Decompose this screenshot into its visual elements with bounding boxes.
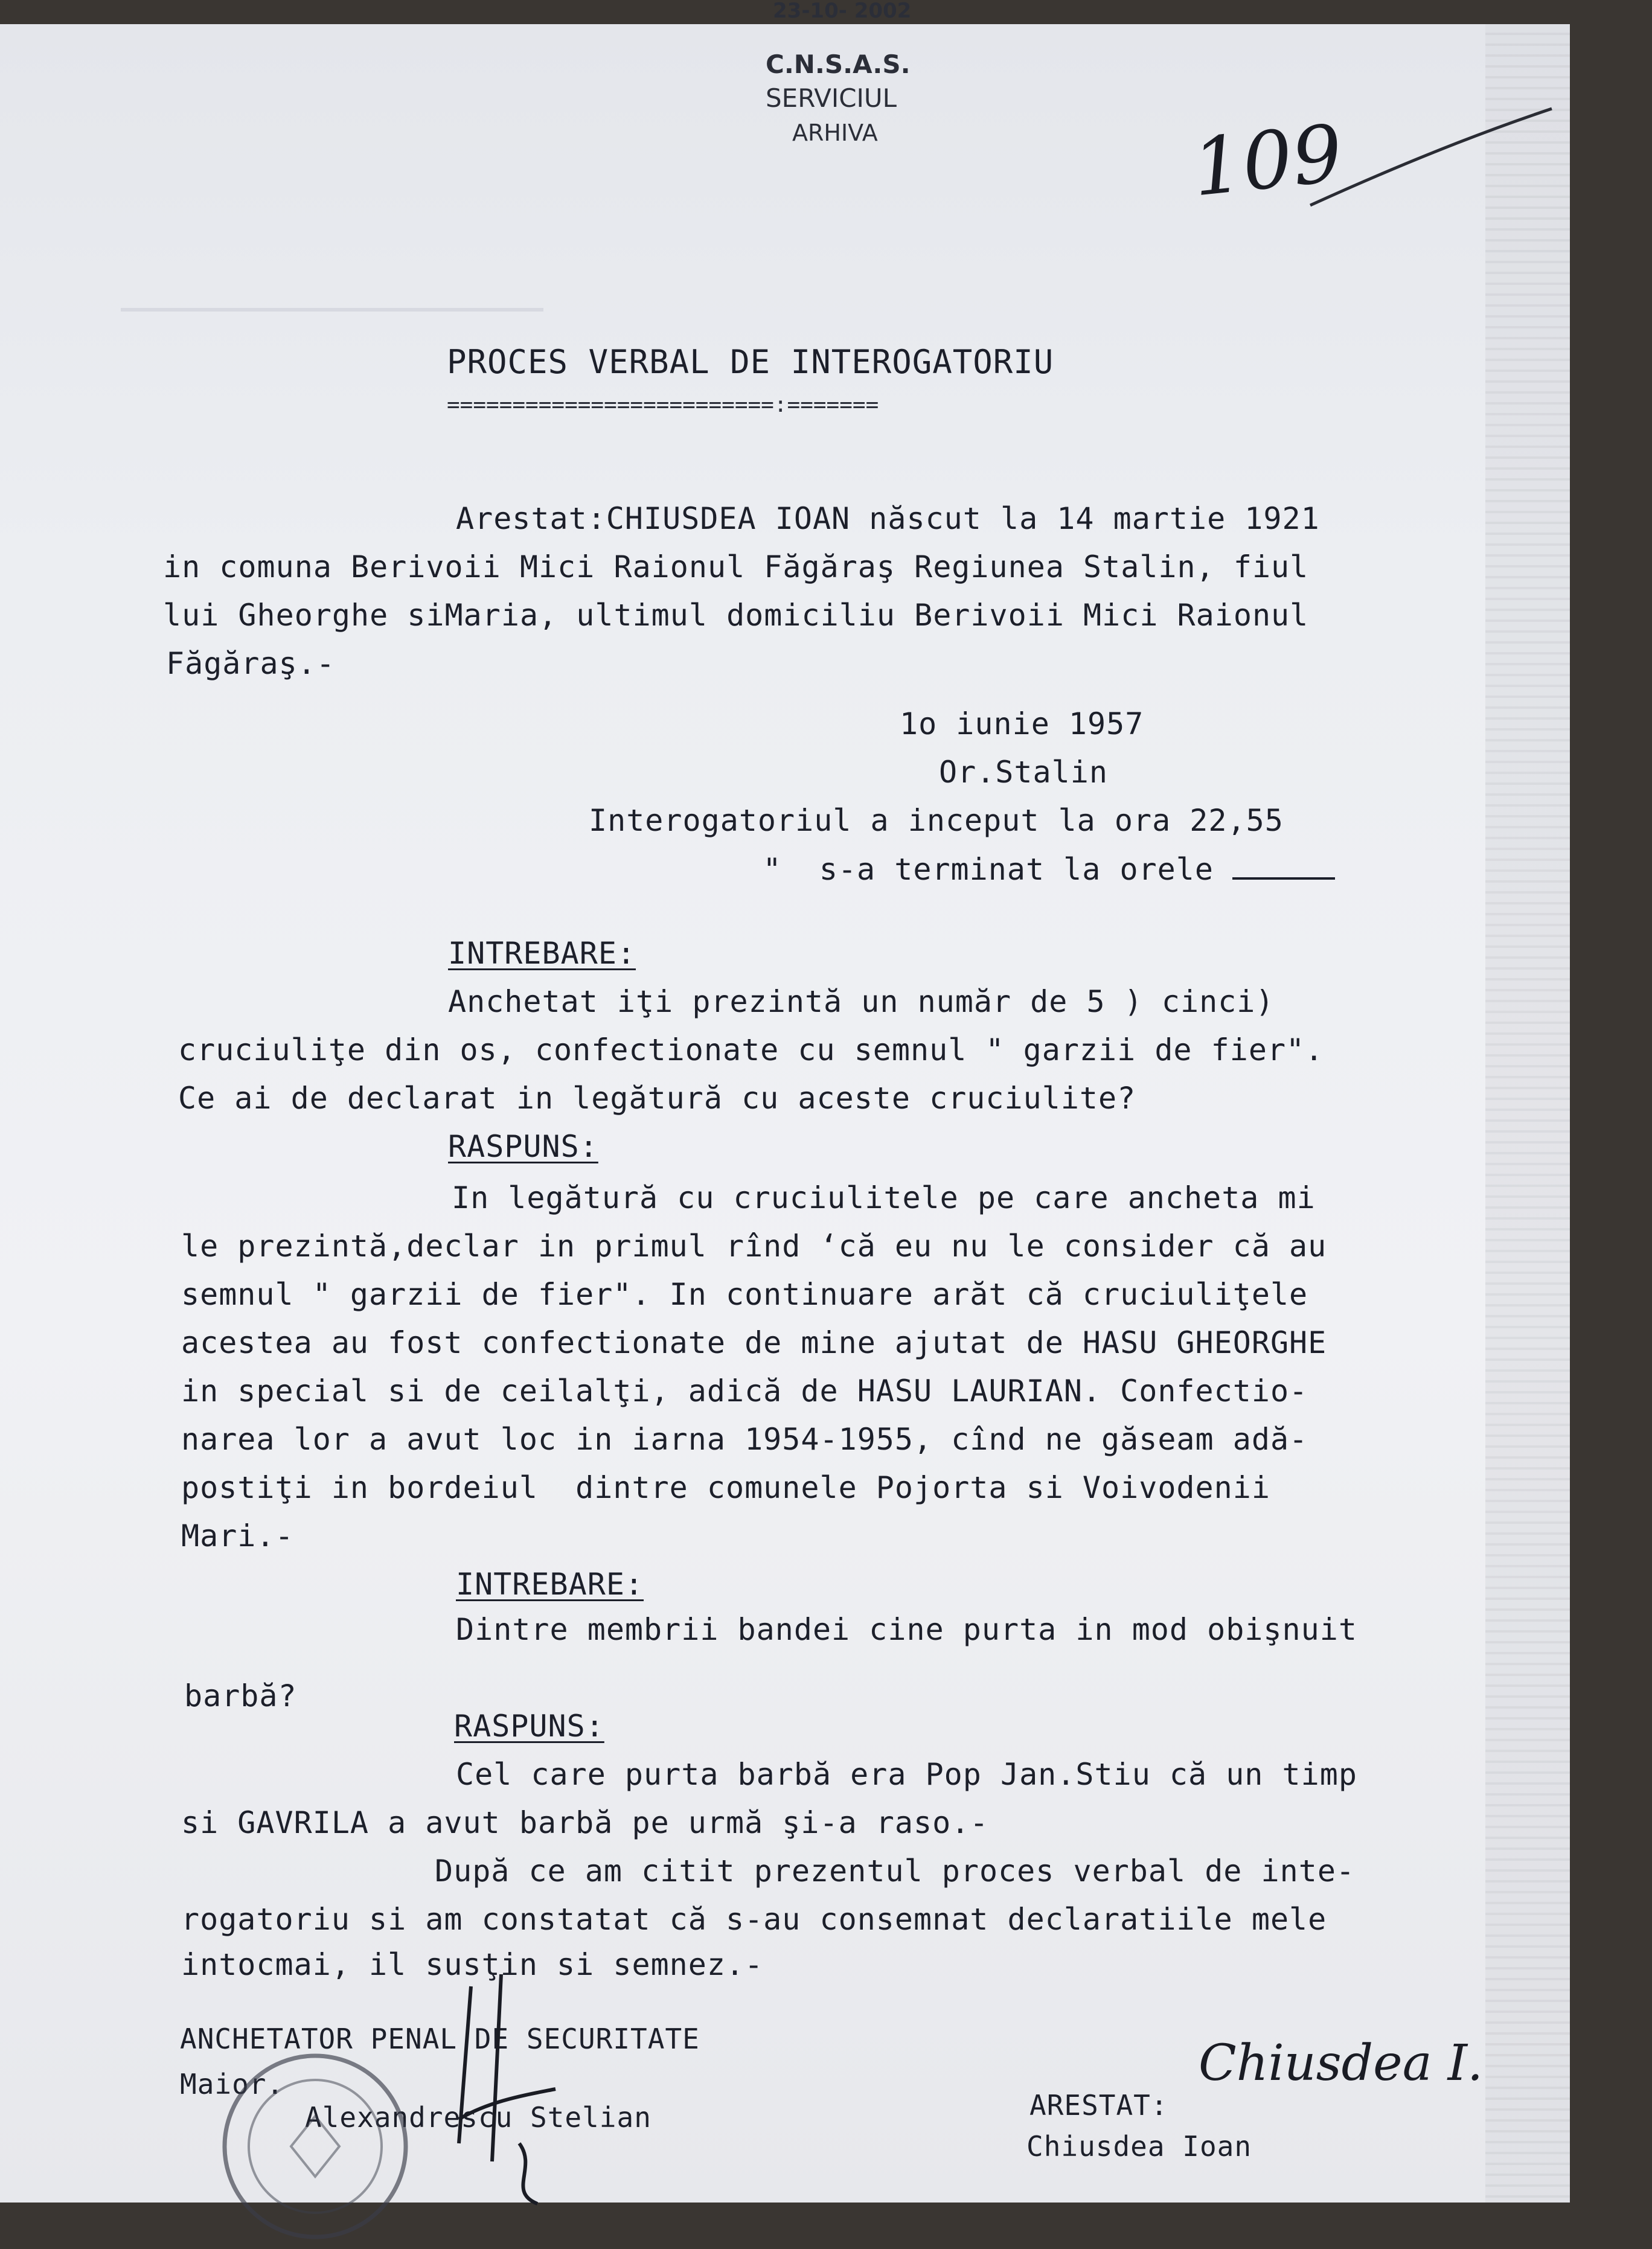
interrogation-date: 1o iunie 1957 (900, 706, 1144, 741)
end-time-line: " s-a terminat la orele (763, 852, 1233, 887)
answer-1-line-1: In legătură cu cruciulitele pe care ancheta mi (452, 1180, 1316, 1215)
intro-line-4: Făgăraş.- (166, 646, 335, 681)
answer-1-label: RASPUNS: (448, 1129, 598, 1164)
investigator-name: Alexandrescu Stelian (305, 2101, 652, 2134)
closing-line-1: După ce am citit prezentul proces verbal de inte- (435, 1854, 1356, 1889)
archive-stamp-line3: ARHIVA (792, 120, 878, 146)
closing-line-3: intocmai, il susţin si semnez.- (181, 1947, 764, 1982)
end-time-blank (1232, 853, 1335, 880)
arrested-signature: Chiusdea I. (1199, 2035, 1484, 2092)
closing-line-2: rogatoriu si am constatat că s-au consemnat declaratiile mele (181, 1902, 1327, 1937)
answer-2-label: RASPUNS: (454, 1709, 604, 1744)
arrested-label: ARESTAT: (1029, 2089, 1168, 2122)
question-2-line-1: Dintre membrii bandei cine purta in mod obişnuit (456, 1612, 1357, 1647)
answer-1-line-8: Mari.- (181, 1518, 294, 1553)
question-1-line-3: Ce ai de declarat in legătură cu aceste cruciulite? (178, 1081, 1136, 1116)
intro-line-3: lui Gheorghe siMaria, ultimul domiciliu Berivoii Mici Raionul (163, 598, 1309, 633)
date-stamp: 23-10- 2002 (773, 0, 912, 23)
interrogation-place: Or.Stalin (939, 755, 1108, 790)
question-1-line-2: cruciuliţe din os, confectionate cu semnul " garzii de fier". (178, 1032, 1324, 1067)
intro-line-1: Arestat:CHIUSDEA IOAN născut la 14 martie 1921 (456, 501, 1320, 536)
folio-stroke (1304, 97, 1558, 217)
official-seal (213, 2044, 418, 2249)
end-time-row (740, 840, 1335, 898)
answer-1-line-5: in special si de ceilalţi, adică de HASU LAURIAN. Confectio- (181, 1374, 1308, 1409)
intro-line-2: in comuna Berivoii Mici Raionul Făgăraş Regiunea Stalin, fiul (163, 549, 1309, 584)
archive-stamp-line1: C.N.S.A.S. (766, 50, 911, 79)
page-edge-shadow (1485, 24, 1570, 2203)
document-title: PROCES VERBAL DE INTEROGATORIU (447, 343, 1054, 381)
arrested-name: Chiusdea Ioan (1026, 2130, 1252, 2163)
answer-1-line-6: narea lor a avut loc in iarna 1954-1955, cînd ne găseam adă- (181, 1422, 1308, 1457)
answer-1-line-3: semnul " garzii de fier". In continuare arăt că cruciuliţele (181, 1277, 1308, 1312)
folio-number: 109 (1188, 107, 1347, 214)
question-2-label: INTREBARE: (456, 1567, 644, 1602)
answer-1-line-7: postiţi in bordeiul dintre comunele Pojorta si Voivodenii (181, 1470, 1270, 1505)
start-time-line: Interogatoriul a inceput la ora 22,55 (589, 803, 1284, 838)
investigator-signature (435, 1962, 580, 2216)
investigator-title: ANCHETATOR PENAL DE SECURITATE (180, 2023, 700, 2055)
investigator-rank: Maior. (180, 2068, 284, 2100)
archive-stamp-line2: SERVICIUL (766, 83, 897, 113)
answer-1-line-2: le prezintă,declar in primul rînd ‘că eu nu le consider că au (181, 1229, 1327, 1264)
answer-1-line-4: acestea au fost confectionate de mine ajutat de HASU GHEORGHE (181, 1325, 1327, 1360)
answer-2-line-1: Cel care purta barbă era Pop Jan.Stiu că un timp (456, 1757, 1357, 1792)
question-1-line-1: Anchetat iţi prezintă un număr de 5 ) cinci) (448, 984, 1275, 1019)
answer-2-line-2: si GAVRILA a avut barbă pe urmă şi-a raso.- (181, 1805, 989, 1840)
question-1-label: INTREBARE: (448, 936, 636, 971)
question-2-line-2: barbă? (184, 1678, 297, 1713)
title-underline: =========================:======= (447, 392, 879, 417)
